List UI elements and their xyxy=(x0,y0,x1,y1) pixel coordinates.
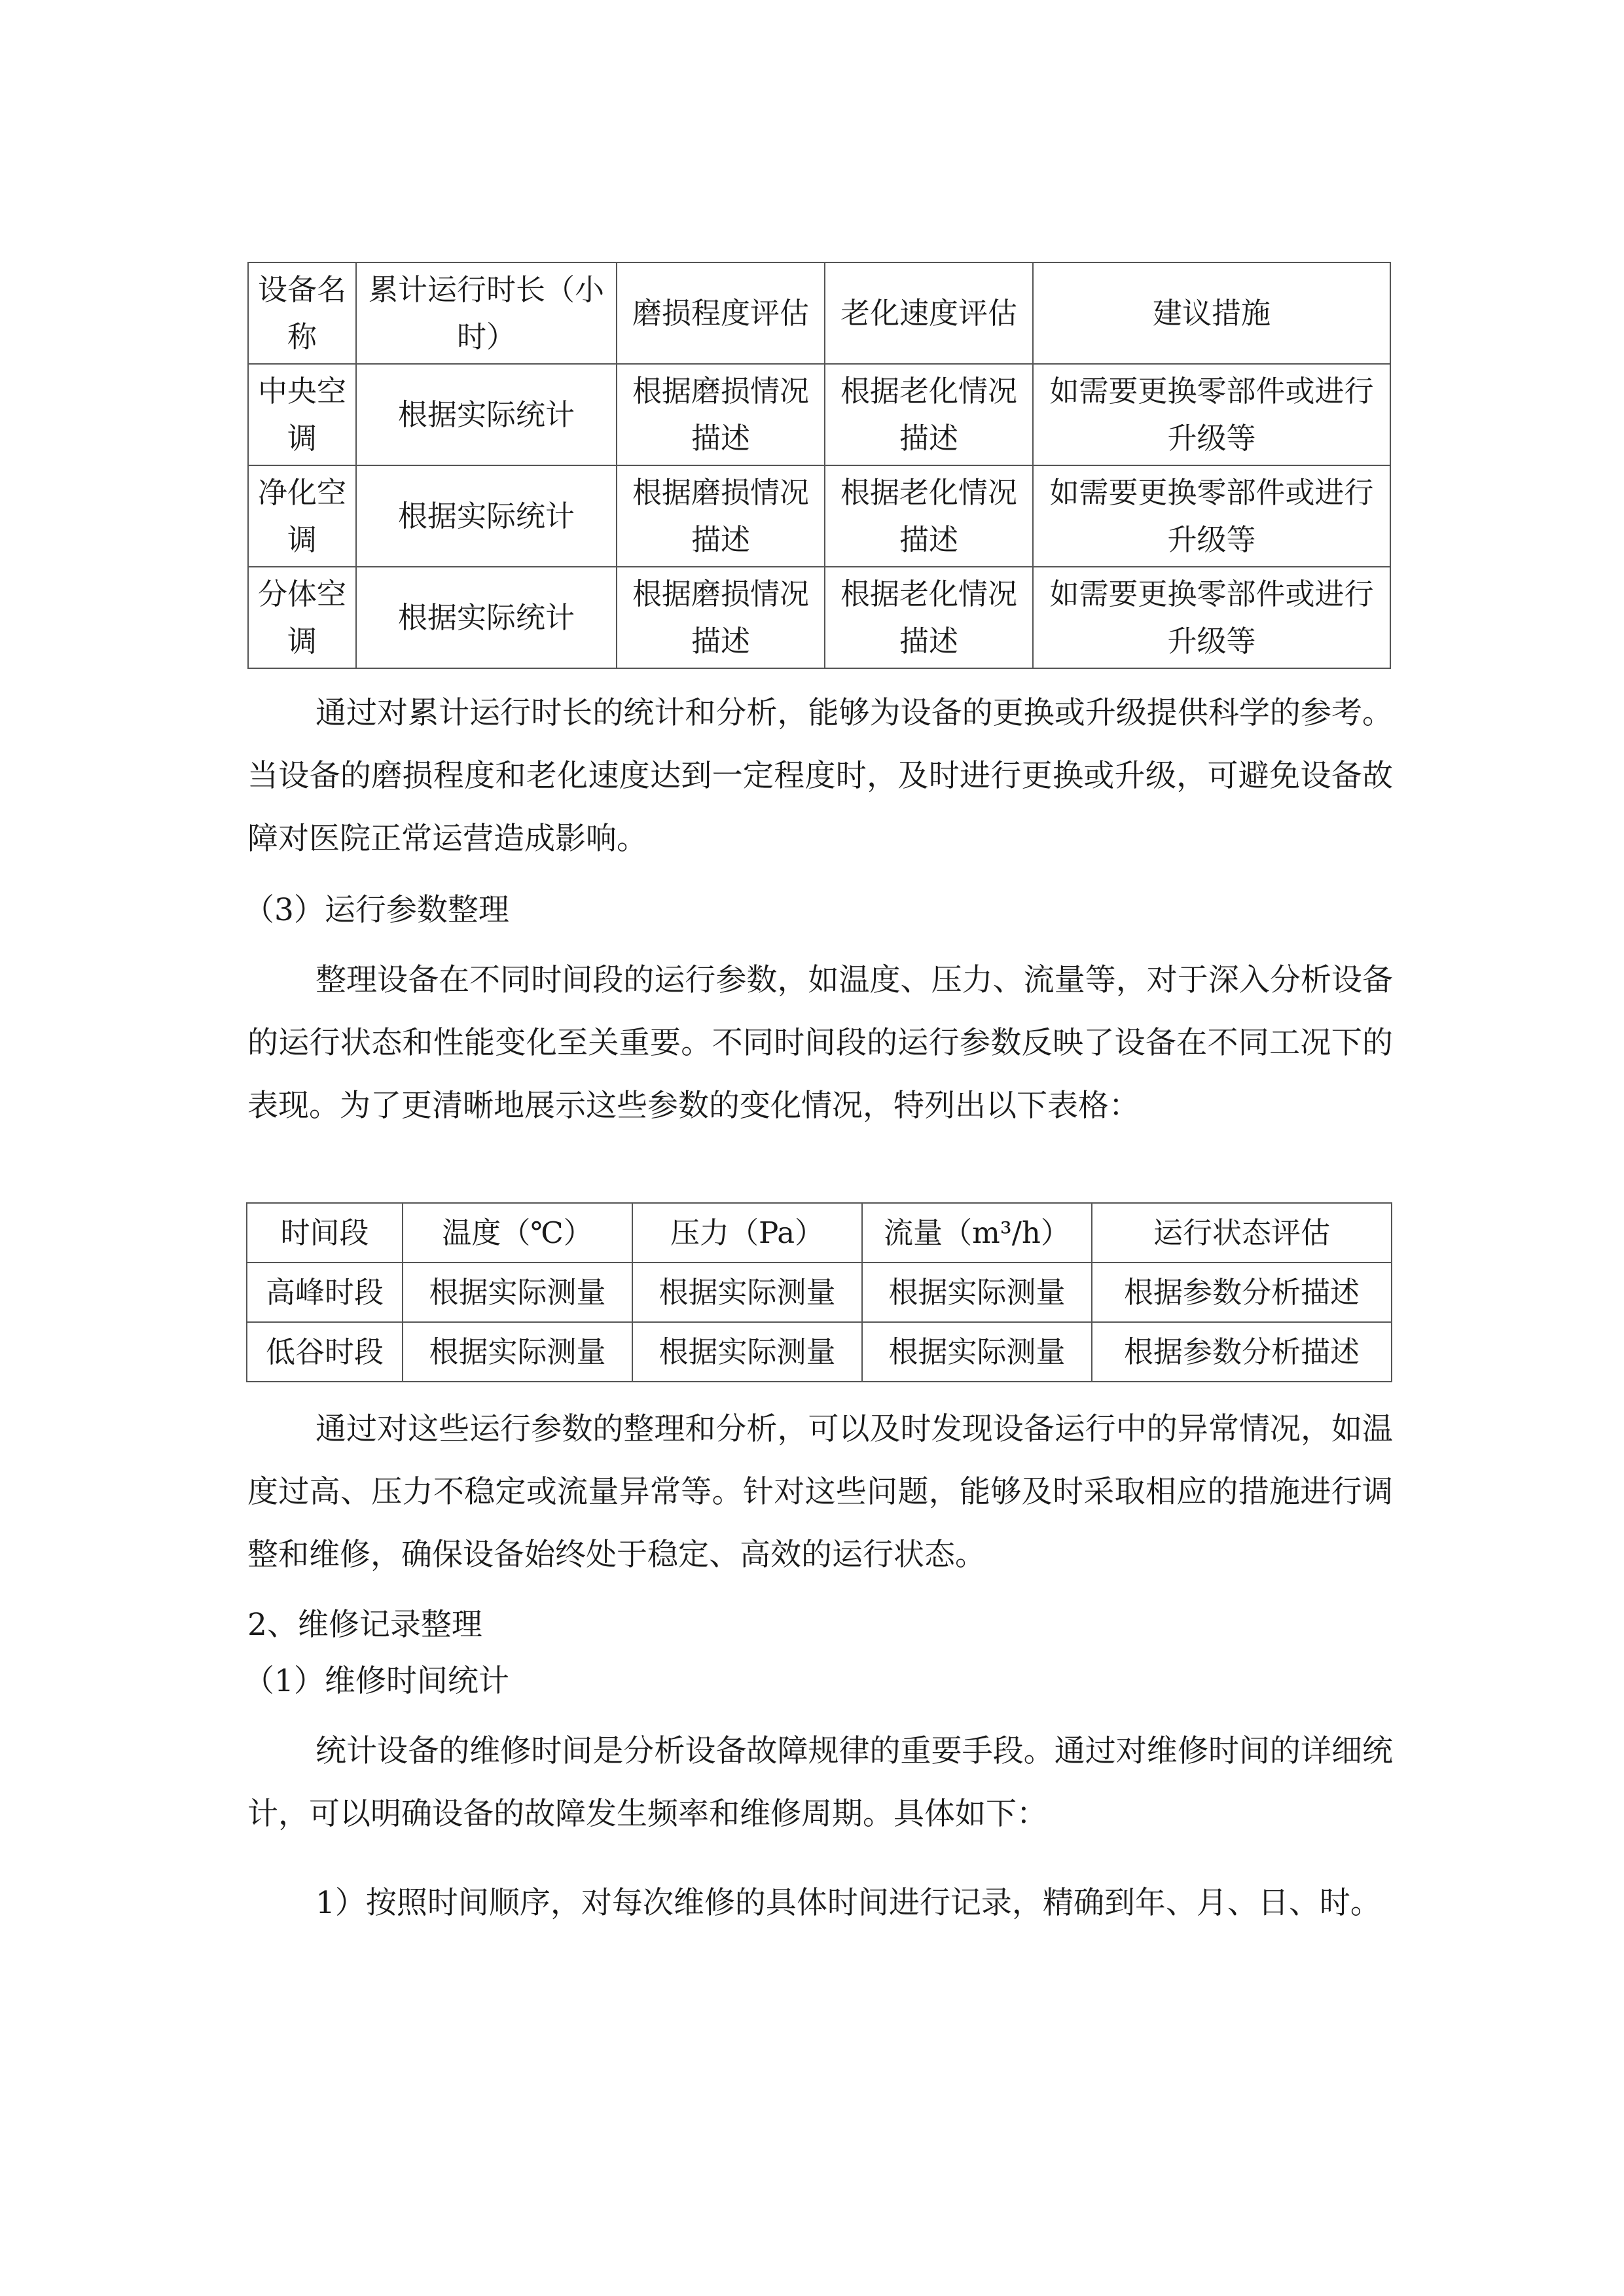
table-cell: 根据参数分析描述 xyxy=(1092,1263,1392,1322)
table-cell: 根据实际测量 xyxy=(862,1263,1092,1322)
section-heading-repair-time: （1）维修时间统计 xyxy=(244,1663,509,1699)
paragraph-repair-time-item-1: 1）按照时间顺序，对每次维修的具体时间进行记录，精确到年、月、日、时。 xyxy=(316,1885,1381,1921)
table-row xyxy=(247,1322,1392,1382)
header-cell: 磨损程度评估 xyxy=(617,262,825,364)
table-cell: 根据磨损情况描述 xyxy=(617,567,825,668)
table-cell: 根据实际统计 xyxy=(356,364,617,465)
section-heading-operating-parameters: （3）运行参数整理 xyxy=(244,892,509,928)
header-cell: 温度（℃） xyxy=(403,1203,632,1263)
table-cell: 根据实际统计 xyxy=(356,567,617,668)
header-cell: 压力（Pa） xyxy=(632,1203,862,1263)
table-row xyxy=(248,567,1390,668)
table-cell: 净化空调 xyxy=(248,465,356,567)
equipment-runtime-table xyxy=(247,262,1391,669)
header-cell: 流量（m³/h） xyxy=(862,1203,1092,1263)
section-heading-repair-records: 2、维修记录整理 xyxy=(247,1607,482,1643)
table-cell: 低谷时段 xyxy=(247,1322,403,1382)
table-cell: 根据实际测量 xyxy=(403,1322,632,1382)
table-cell: 中央空调 xyxy=(248,364,356,465)
table-cell: 高峰时段 xyxy=(247,1263,403,1322)
table-cell: 如需要更换零部件或进行升级等 xyxy=(1033,465,1390,567)
table-row xyxy=(248,465,1390,567)
paragraph-parameter-analysis: 通过对这些运行参数的整理和分析，可以及时发现设备运行中的异常情况，如温度过高、压力不稳定或流量异常等。针对这些问题，能够及时采取相应的措施进行调整和维修，确保设备始终处于稳定、高效的运行状态。 xyxy=(247,1411,1393,1573)
table-cell: 根据实际测量 xyxy=(862,1322,1092,1382)
operating-parameters-table xyxy=(246,1202,1392,1382)
table-cell: 根据磨损情况描述 xyxy=(617,465,825,567)
table-cell: 根据磨损情况描述 xyxy=(617,364,825,465)
header-cell: 老化速度评估 xyxy=(825,262,1033,364)
table-cell: 根据参数分析描述 xyxy=(1092,1322,1392,1382)
header-cell: 累计运行时长（小时） xyxy=(356,262,617,364)
table-cell: 根据实际测量 xyxy=(632,1263,862,1322)
paragraph-runtime-analysis: 通过对累计运行时长的统计和分析，能够为设备的更换或升级提供科学的参考。当设备的磨损程度和老化速度达到一定程度时，及时进行更换或升级，可避免设备故障对医院正常运营造成影响。 xyxy=(247,695,1393,857)
table-cell: 根据实际测量 xyxy=(403,1263,632,1322)
table-cell: 根据老化情况描述 xyxy=(825,364,1033,465)
table-cell: 根据实际统计 xyxy=(356,465,617,567)
table-cell: 根据老化情况描述 xyxy=(825,567,1033,668)
header-cell: 运行状态评估 xyxy=(1092,1203,1392,1263)
table-row xyxy=(247,1263,1392,1322)
table-cell: 如需要更换零部件或进行升级等 xyxy=(1033,567,1390,668)
table-header-row xyxy=(247,1203,1392,1263)
table-header-row xyxy=(248,262,1390,364)
table-cell: 根据实际测量 xyxy=(632,1322,862,1382)
header-cell: 设备名称 xyxy=(248,262,356,364)
table-row xyxy=(248,364,1390,465)
paragraph-repair-time-intro: 统计设备的维修时间是分析设备故障规律的重要手段。通过对维修时间的详细统计，可以明确设备的故障发生频率和维修周期。具体如下： xyxy=(247,1733,1393,1832)
table-cell: 如需要更换零部件或进行升级等 xyxy=(1033,364,1390,465)
table-cell: 分体空调 xyxy=(248,567,356,668)
header-cell: 时间段 xyxy=(247,1203,403,1263)
paragraph-parameter-intro: 整理设备在不同时间段的运行参数，如温度、压力、流量等，对于深入分析设备的运行状态和性能变化至关重要。不同时间段的运行参数反映了设备在不同工况下的表现。为了更清晰地展示这些参数的变化情况，特列出以下表格： xyxy=(247,962,1393,1124)
header-cell: 建议措施 xyxy=(1033,262,1390,364)
table-cell: 根据老化情况描述 xyxy=(825,465,1033,567)
